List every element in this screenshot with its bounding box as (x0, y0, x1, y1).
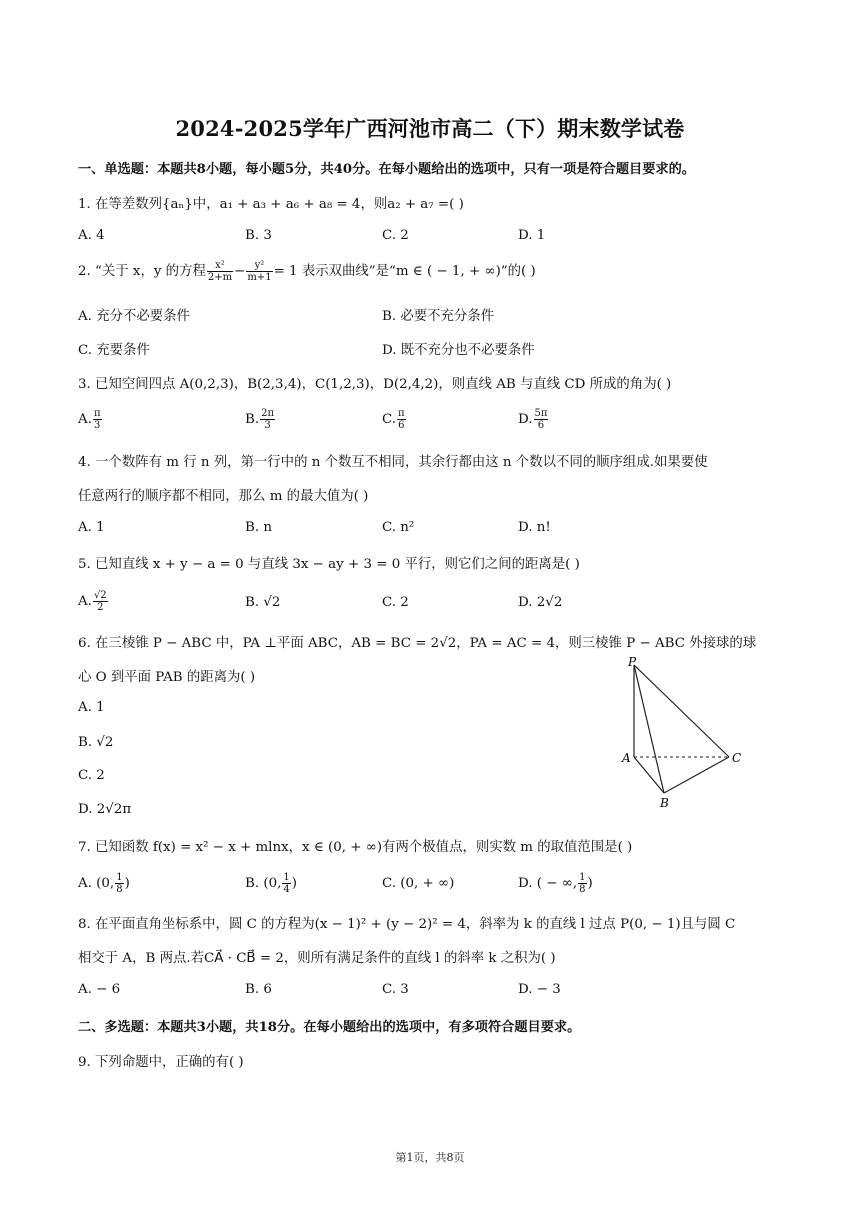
q3-option-c: C. $\frac{\pi}{6}$ (382, 408, 405, 431)
q5-option-d: D. 2√2 (518, 595, 563, 610)
q3-option-d: D. $\frac{5\pi}{6}$ (518, 408, 548, 431)
q2-option-a: A. 充分不必要条件 (78, 309, 190, 324)
question-4-stem-line-1: 4. 一个数阵有 m 行 n 列，第一行中的 n 个数互不相同，其余行都由这 n 个数以不同的顺序组成.如果要使 (78, 455, 708, 470)
question-3-stem: 3. 已知空间四点 A(0,2,3)，B(2,3,4)，C(1,2,3)，D(2,4,2)，则直线 AB 与直线 CD 所成的角为( ) (78, 377, 672, 392)
q4-option-c: C. n² (382, 520, 415, 535)
q7-option-d: D. ( − ∞, $\frac{1}{8}$ ) (518, 872, 593, 895)
label-p: P (628, 655, 637, 669)
q3-option-c-fraction: $\frac{\pi}{6}$ (398, 408, 405, 431)
q6-option-d: D. 2√2π (78, 802, 132, 817)
q2-stem-a: 2. “关于 x，y 的方程 (78, 264, 206, 279)
q6-option-b: B. √2 (78, 735, 114, 750)
q2-stem-b: = 1 表示双曲线”是“m ∈ ( − 1, + ∞)”的( ) (273, 264, 536, 279)
question-6-stem-line-2: 心 O 到平面 PAB 的距离为( ) (78, 670, 256, 685)
question-8-stem-line-1: 8. 在平面直角坐标系中，圆 C 的方程为(x − 1)² + (y − 2)² = 4，斜率为 k 的直线 l 过点 P(0, − 1)且与圆 C (78, 917, 736, 932)
page-footer: 第1页，共8页 (395, 1151, 465, 1164)
q3-option-d-fraction: $\frac{5\pi}{6}$ (534, 408, 548, 431)
section-multiple-choice-heading: 二、多选题：本题共3小题，共18分。在每小题给出的选项中，有多项符合题目要求。 (78, 1020, 581, 1035)
q8-option-a: A. − 6 (78, 982, 121, 997)
q1-option-b: B. 3 (245, 228, 272, 243)
q4-option-d: D. n! (518, 520, 551, 535)
q8-option-b: B. 6 (245, 982, 272, 997)
q2-option-c: C. 充要条件 (78, 343, 150, 358)
q8-option-d: D. − 3 (518, 982, 561, 997)
q1-option-a: A. 4 (78, 228, 105, 243)
edge-bc (664, 757, 729, 793)
section-single-choice-heading: 一、单选题：本题共8小题，每小题5分，共40分。在每小题给出的选项中，只有一项是符合题目要求的。 (78, 162, 695, 177)
q5-option-c: C. 2 (382, 595, 409, 610)
label-a: A (622, 751, 631, 765)
question-1-stem: 1. 在等差数列{aₙ}中，a₁ + a₃ + a₆ + a₈ = 4，则a₂ + a₇ =( ) (78, 197, 464, 212)
q3-option-a-fraction: $\frac{\pi}{3}$ (93, 408, 101, 431)
q7-option-c: C. (0, + ∞) (382, 876, 455, 891)
page-title: 2024-2025学年广西河池市高二（下）期末数学试卷 (175, 116, 685, 141)
q2-fraction-2: $\frac{\text{y²}}{m+1}$ (247, 260, 272, 283)
q5-option-a: A. $\frac{√2}{2}$ (78, 590, 107, 613)
q2-option-b: B. 必要不充分条件 (382, 309, 495, 324)
q2-fraction-1: $\frac{\text{x²}}{2+m}$ (207, 260, 233, 283)
question-5-stem: 5. 已知直线 x + y − a = 0 与直线 3x − ay + 3 = 0 平行，则它们之间的距离是( ) (78, 557, 580, 572)
q8-option-c: C. 3 (382, 982, 409, 997)
q6-option-a: A. 1 (78, 700, 105, 715)
q4-option-b: B. n (245, 520, 272, 535)
q3-option-b-fraction: $\frac{2\pi}{3}$ (261, 408, 275, 431)
question-4-stem-line-2: 任意两行的顺序都不相同，那么 m 的最大值为( ) (78, 489, 369, 504)
q6-option-c: C. 2 (78, 768, 105, 783)
edge-pc (634, 665, 729, 757)
q2-minus: − (234, 264, 246, 279)
q1-option-d: D. 1 (518, 228, 546, 243)
q3-option-b: B. $\frac{2\pi}{3}$ (245, 408, 275, 431)
q2-option-d: D. 既不充分也不必要条件 (382, 343, 535, 358)
question-6-stem-line-1: 6. 在三棱锥 P − ABC 中，PA ⊥平面 ABC，AB = BC = 2√2，PA = AC = 4，则三棱锥 P − ABC 外接球的球 (78, 636, 757, 651)
q5-option-a-fraction: $\frac{√2}{2}$ (93, 590, 107, 613)
q4-option-a: A. 1 (78, 520, 105, 535)
q7-option-a: A. (0, $\frac{1}{8}$ ) (78, 872, 130, 895)
tetrahedron-figure (612, 655, 752, 810)
label-b: B (660, 796, 669, 810)
q7-option-b: B. (0, $\frac{1}{4}$ ) (245, 872, 297, 895)
q3-option-a: A. $\frac{\pi}{3}$ (78, 408, 101, 431)
edge-pb (634, 665, 664, 793)
q7-option-a-fraction: $\frac{1}{8}$ (116, 872, 123, 895)
question-2-stem (78, 260, 536, 283)
label-c: C (732, 751, 742, 765)
q7-option-b-fraction: $\frac{1}{4}$ (283, 872, 290, 895)
question-7-stem: 7. 已知函数 f(x) = x² − x + mlnx，x ∈ (0, + ∞)有两个极值点，则实数 m 的取值范围是( ) (78, 840, 633, 855)
q5-option-b: B. √2 (245, 595, 281, 610)
q7-option-d-fraction: $\frac{1}{8}$ (579, 872, 586, 895)
question-9-stem: 9. 下列命题中，正确的有( ) (78, 1055, 244, 1070)
q1-option-c: C. 2 (382, 228, 409, 243)
question-8-stem-line-2: 相交于 A，B 两点.若CA⃗ · CB⃗ = 2，则所有满足条件的直线 l 的斜率 k 之积为( ) (78, 951, 556, 966)
